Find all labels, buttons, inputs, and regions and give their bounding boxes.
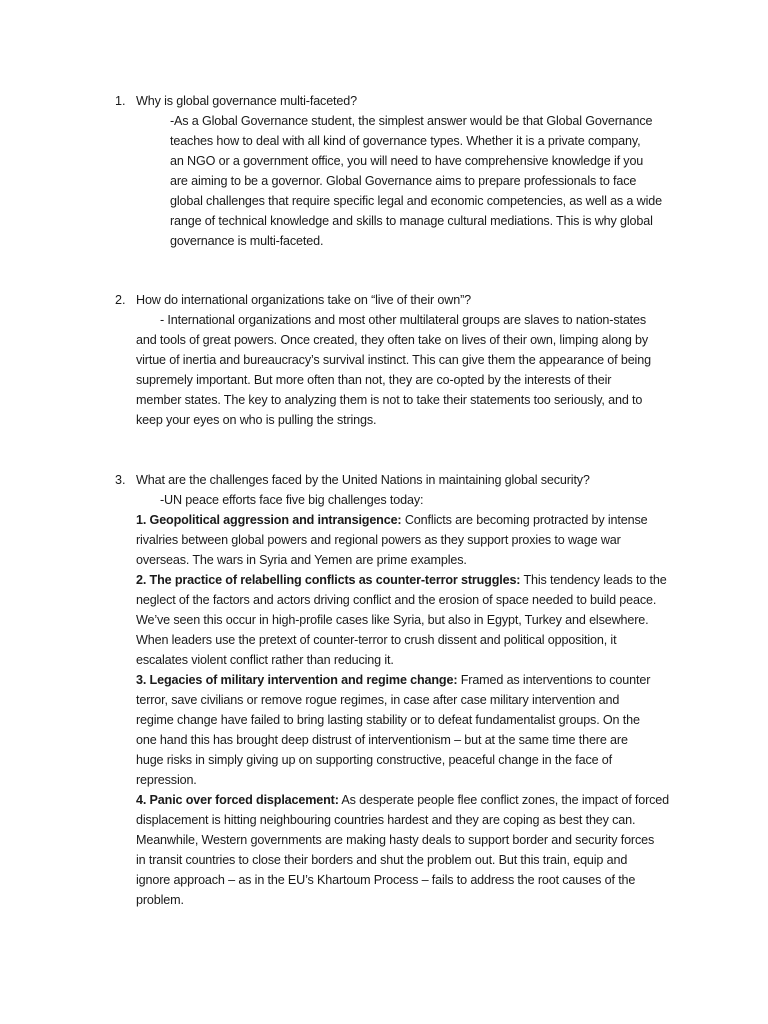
q1-number: 1. [115, 94, 126, 108]
challenge-1 [136, 510, 647, 530]
challenge-3 [136, 670, 650, 690]
challenge-3-line: terror, save civilians or remove rogue regimes, in case after case military intervention and [136, 693, 620, 707]
q2-question: How do international organizations take on “live of their own”? [136, 293, 471, 307]
challenge-4-heading: 4. Panic over forced displacement: [136, 793, 339, 807]
challenge-4 [136, 790, 669, 810]
q2-answer-line: member states. The key to analyzing them is not to take their statements too seriously, and to [136, 393, 643, 407]
challenge-2-line: We’ve seen this occur in high-profile cases like Syria, but also in Egypt, Turkey and elsewhere. [136, 613, 649, 627]
challenge-3-line: huge risks in simply giving up on supporting constructive, peaceful change in the face of [136, 753, 612, 767]
challenge-1-line: rivalries between global powers and regional powers as they support proxies to wage war [136, 533, 621, 547]
challenge-3-line: repression. [136, 773, 197, 787]
challenge-4-line: ignore approach – as in the EU’s Khartoum Process – fails to address the root causes of the [136, 873, 636, 887]
q1-answer-line: -As a Global Governance student, the simplest answer would be that Global Governance [170, 114, 653, 128]
q2-answer-line: virtue of inertia and bureaucracy’s survival instinct. This can give them the appearance of being [136, 353, 651, 367]
challenge-2-heading: 2. The practice of relabelling conflicts as counter-terror struggles: [136, 573, 521, 587]
q2-answer-line: - International organizations and most other multilateral groups are slaves to nation-states [160, 313, 647, 327]
challenge-2-text: This tendency leads to the [520, 573, 667, 587]
challenge-4-line: problem. [136, 893, 184, 907]
q1-answer-line: an NGO or a government office, you will need to have comprehensive knowledge if you [170, 154, 644, 168]
challenge-4-text: As desperate people flee conflict zones, the impact of forced [338, 793, 670, 807]
q2-answer-line: and tools of great powers. Once created, they often take on lives of their own, limping along by [136, 333, 649, 347]
q3-question: What are the challenges faced by the United Nations in maintaining global security? [136, 473, 590, 487]
q2-answer-line: supremely important. But more often than not, they are co-opted by the interests of their [136, 373, 612, 387]
challenge-3-heading: 3. Legacies of military intervention and regime change: [136, 673, 458, 687]
challenge-3-line: regime change have failed to bring lasting stability or to defeat fundamentalist groups. On the [136, 713, 640, 727]
challenge-4-line: Meanwhile, Western governments are making hasty deals to support border and security forces [136, 833, 655, 847]
q1-answer-line: teaches how to deal with all kind of governance types. Whether it is a private company, [170, 134, 641, 148]
challenge-2 [136, 570, 667, 590]
challenge-4-line: displacement is hitting neighbouring countries hardest and they are coping as best they can. [136, 813, 636, 827]
challenge-2-line: When leaders use the pretext of counter-terror to crush dissent and political opposition, it [136, 633, 617, 647]
q1-answer-line: governance is multi-faceted. [170, 234, 324, 248]
q1-answer-line: global challenges that require specific legal and economic competencies, as well as a wide [170, 194, 662, 208]
challenge-3-text: Framed as interventions to counter [457, 673, 651, 687]
challenge-2-line: escalates violent conflict rather than reducing it. [136, 653, 394, 667]
q1-answer-line: range of technical knowledge and skills to manage cultural mediations. This is why global [170, 214, 653, 228]
challenge-1-text: Conflicts are becoming protracted by intense [401, 513, 648, 527]
challenge-2-line: neglect of the factors and actors driving conflict and the erosion of space needed to build peace. [136, 593, 657, 607]
q3-number: 3. [115, 473, 126, 487]
challenge-1-line: overseas. The wars in Syria and Yemen are prime examples. [136, 553, 467, 567]
q1-question: Why is global governance multi-faceted? [136, 94, 357, 108]
q3-intro: -UN peace efforts face five big challenges today: [160, 493, 424, 507]
challenge-4-line: in transit countries to close their borders and shut the problem out. But this train, equip and [136, 853, 628, 867]
q1-answer-line: are aiming to be a governor. Global Governance aims to prepare professionals to face [170, 174, 637, 188]
challenge-3-line: one hand this has brought deep distrust of interventionism – but at the same time there are [136, 733, 628, 747]
q2-answer-line: keep your eyes on who is pulling the strings. [136, 413, 377, 427]
challenge-1-heading: 1. Geopolitical aggression and intransigence: [136, 513, 402, 527]
q2-number: 2. [115, 293, 126, 307]
